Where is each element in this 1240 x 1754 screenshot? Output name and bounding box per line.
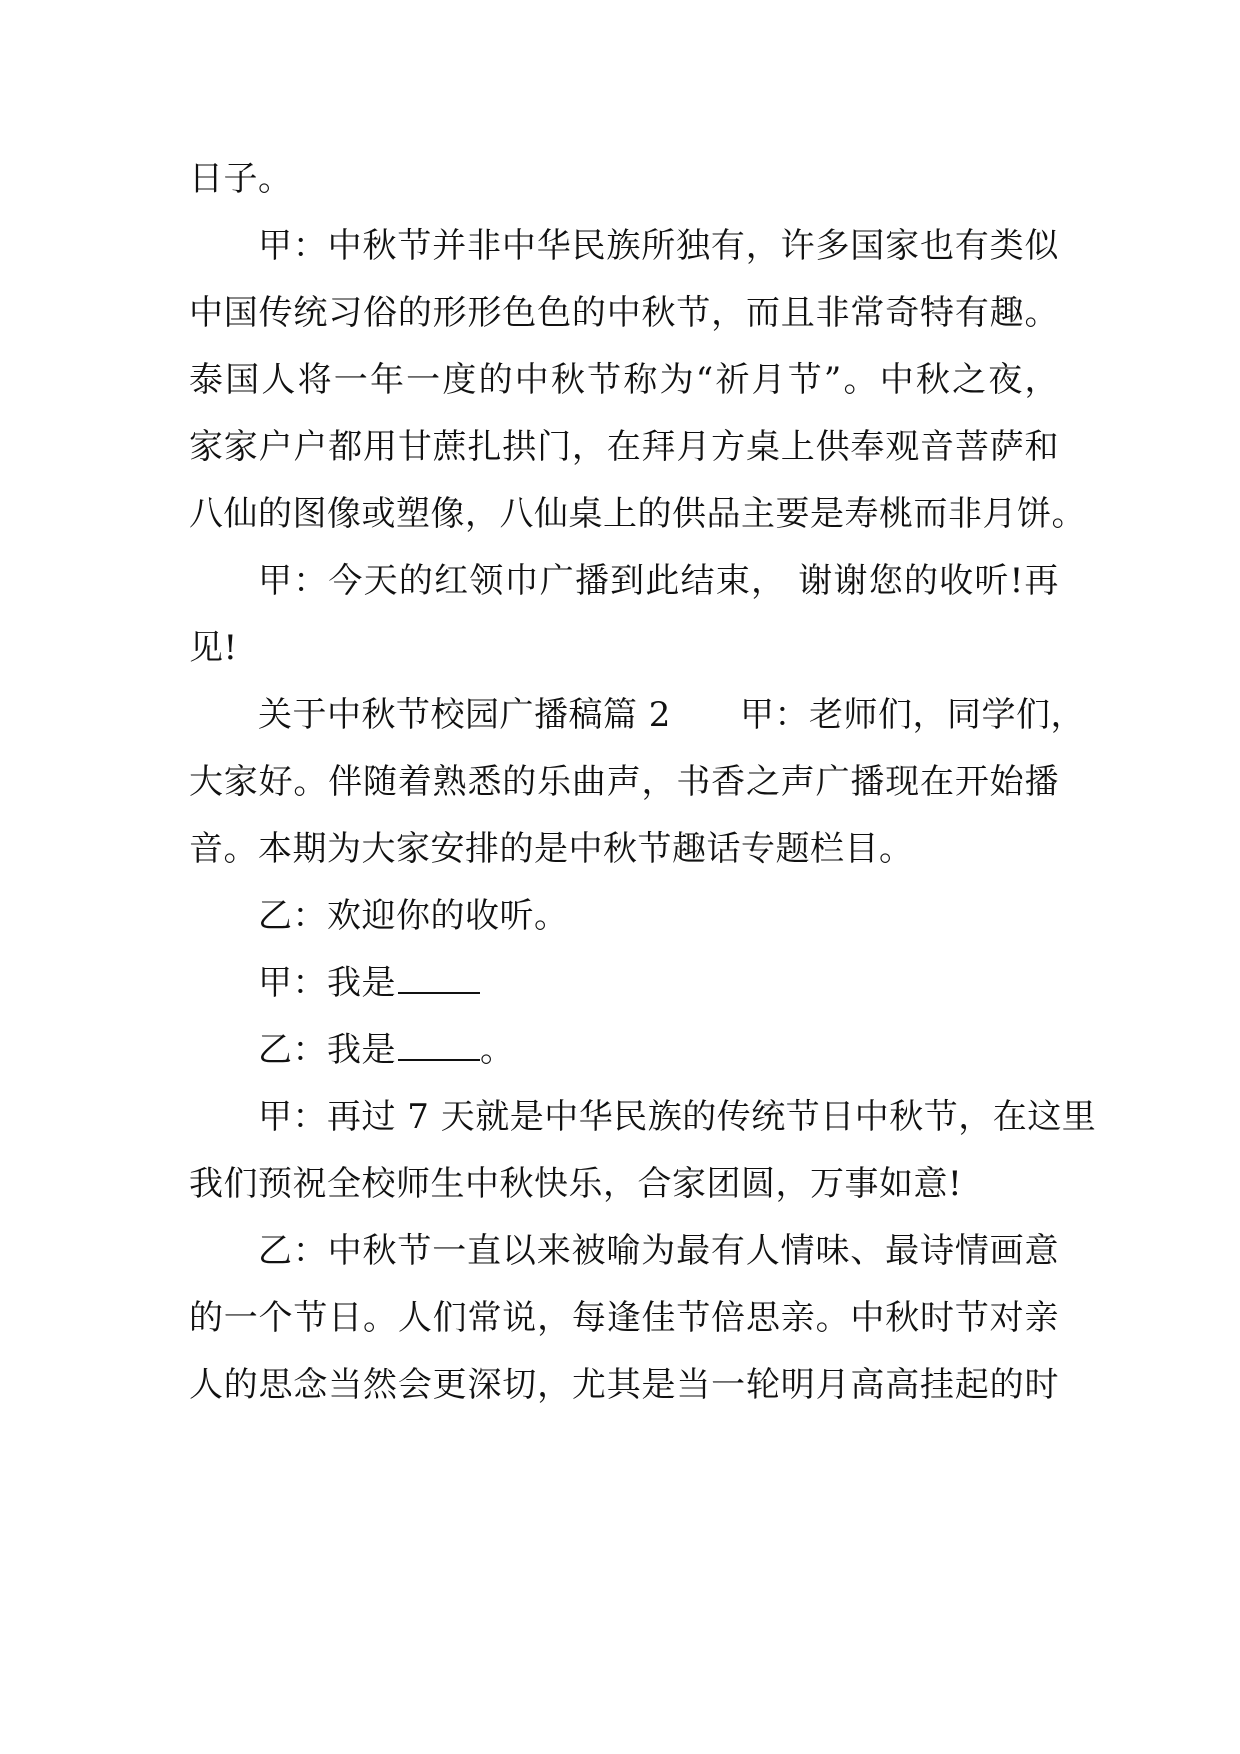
line-text: 乙：我是: [258, 1030, 396, 1070]
text-line: 的一个节日。人们常说，每逢佳节倍思亲。中秋时节对亲: [189, 1298, 1059, 1338]
text-line: 甲：今天的红领巾广播到此结束， 谢谢您的收听!再: [258, 561, 1059, 601]
text-line: 泰国人将一年一度的中秋节称为“祈月节”。中秋之夜，: [189, 360, 1059, 400]
text-line: 中国传统习俗的形形色色的中秋节，而且非常奇特有趣。: [189, 293, 1059, 333]
text-line: 甲：再过 7 天就是中华民族的传统节日中秋节，在这里: [258, 1097, 1097, 1137]
section-heading-line: 关于中秋节校园广播稿篇 2 甲：老师们，同学们，: [258, 695, 1085, 735]
fill-in-blank: [398, 1025, 480, 1061]
text-line: 甲：中秋节并非中华民族所独有，许多国家也有类似: [258, 226, 1059, 266]
text-line: 大家好。伴随着熟悉的乐曲声，书香之声广播现在开始播: [189, 762, 1059, 802]
text-line: 见!: [189, 628, 238, 668]
fill-in-blank: [398, 958, 480, 994]
text-line: 乙：中秋节一直以来被喻为最有人情味、最诗情画意: [258, 1231, 1059, 1271]
text-line: 我们预祝全校师生中秋快乐，合家团圆，万事如意!: [189, 1164, 963, 1204]
text-line: 乙：欢迎你的收听。: [258, 896, 569, 936]
text-line: 人的思念当然会更深切，尤其是当一轮明月高高挂起的时: [189, 1365, 1059, 1405]
text-line-with-blank: [258, 953, 1059, 1013]
text-line: 音。本期为大家安排的是中秋节趣话专题栏目。: [189, 829, 914, 869]
text-line: 八仙的图像或塑像，八仙桌上的供品主要是寿桃而非月饼。: [189, 494, 1086, 534]
line-suffix: 。: [480, 1030, 515, 1070]
text-line: 日子。: [189, 159, 293, 199]
line-text: 甲：我是: [258, 963, 396, 1003]
text-line: 家家户户都用甘蔗扎拱门，在拜月方桌上供奉观音菩萨和: [189, 427, 1059, 467]
text-line-with-blank: [258, 1020, 1059, 1080]
